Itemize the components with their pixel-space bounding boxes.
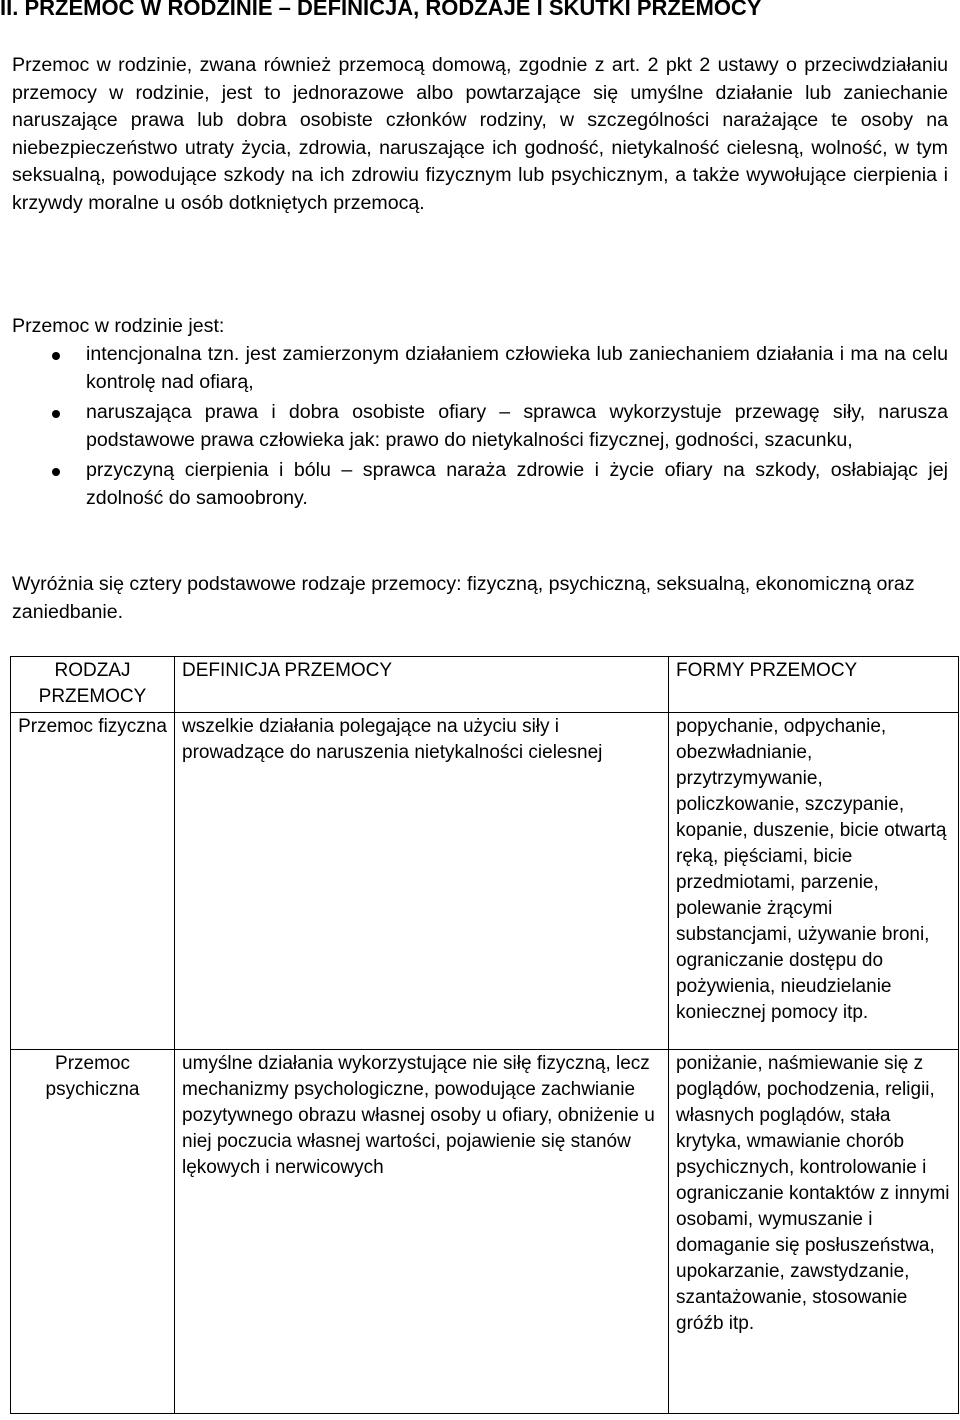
- definition-paragraph: Przemoc w rodzinie, zwana również przemocą domową, zgodnie z art. 2 pkt 2 ustawy o przeciwdziałaniu przemocy w rodzinie, jest to jednorazowe albo powtarzające się umyślne działanie lub zaniechanie naruszające prawa lub dobra osobiste członków rodziny, w szczególności narażające te osoby na niebezpieczeństwo utraty życia, zdrowia, naruszające ich godność, nietykalność cielesną, wolność, w tym seksualną, powodujące szkody na ich zdrowiu fizycznym lub psychicznym, a także wywołujące cierpienia i krzywdy moralne u osób dotkniętych przemocą.: [12, 54, 948, 214]
- cell-type: Przemoc psychiczna: [11, 1050, 175, 1414]
- header-definition: DEFINICJA PRZEMOCY: [175, 657, 669, 713]
- header-type: RODZAJ PRZEMOCY: [11, 657, 175, 713]
- list-item-text: naruszająca prawa i dobra osobiste ofiary – sprawca wykorzystuje przewagę siły, narusza podstawowe prawa człowieka jak: prawo do nietykalności fizycznej, godności, szacunku,: [86, 401, 948, 451]
- violence-types-table: [10, 656, 959, 1414]
- list-item: [12, 399, 948, 454]
- cell-definition: umyślne działania wykorzystujące nie siłę fizyczną, lecz mechanizmy psychologiczne, powodujące zachwianie pozytywnego obrazu własnej osoby u ofiary, obniżenie u niej poczucia własnej wartości, pojawienie się stanów lękowych i nerwicowych: [175, 1050, 669, 1414]
- cell-forms: poniżanie, naśmiewanie się z poglądów, pochodzenia, religii, własnych poglądów, stała krytyka, wmawianie chorób psychicznych, kontrolowanie i ograniczanie kontaktów z innymi osobami, wymuszanie i domaganie się posłuszeństwa, upokarzanie, zawstydzanie, szantażowanie, stosowanie gróźb itp.: [669, 1050, 959, 1414]
- characteristics-list: [12, 341, 948, 515]
- header-forms: FORMY PRZEMOCY: [669, 657, 959, 713]
- list-item: [12, 457, 948, 512]
- list-item-text: intencjonalna tzn. jest zamierzonym działaniem człowieka lub zaniechaniem działania i ma na celu kontrolę nad ofiarą,: [86, 343, 948, 393]
- table-row: [11, 1050, 959, 1414]
- bullet-icon: [52, 410, 60, 418]
- types-paragraph: Wyróżnia się cztery podstawowe rodzaje przemocy: fizyczną, psychiczną, seksualną, ekonomiczną oraz zaniedbanie.: [12, 573, 915, 623]
- cell-definition: wszelkie działania polegające na użyciu siły i prowadzące do naruszenia nietykalności cielesnej: [175, 713, 669, 1050]
- cell-type: Przemoc fizyczna: [11, 713, 175, 1050]
- table-header-row: [11, 657, 959, 713]
- bullet-icon: [52, 352, 60, 360]
- list-item: [12, 341, 948, 396]
- list-intro: Przemoc w rodzinie jest:: [12, 315, 225, 337]
- table-row: [11, 713, 959, 1050]
- cell-forms: popychanie, odpychanie, obezwładnianie, przytrzymywanie, policzkowanie, szczypanie, kopanie, duszenie, bicie otwartą ręką, pięściami, bicie przedmiotami, parzenie, polewanie żrącymi substancjami, używanie broni, ograniczanie dostępu do pożywienia, nieudzielanie koniecznej pomocy itp.: [669, 713, 959, 1050]
- list-item-text: przyczyną cierpienia i bólu – sprawca naraża zdrowie i życie ofiary na szkody, osłabiając jej zdolność do samoobrony.: [86, 459, 948, 509]
- bullet-icon: [52, 468, 60, 476]
- section-heading: II. PRZEMOC W RODZINIE – DEFINICJA, RODZAJE I SKUTKI PRZEMOCY: [0, 0, 762, 20]
